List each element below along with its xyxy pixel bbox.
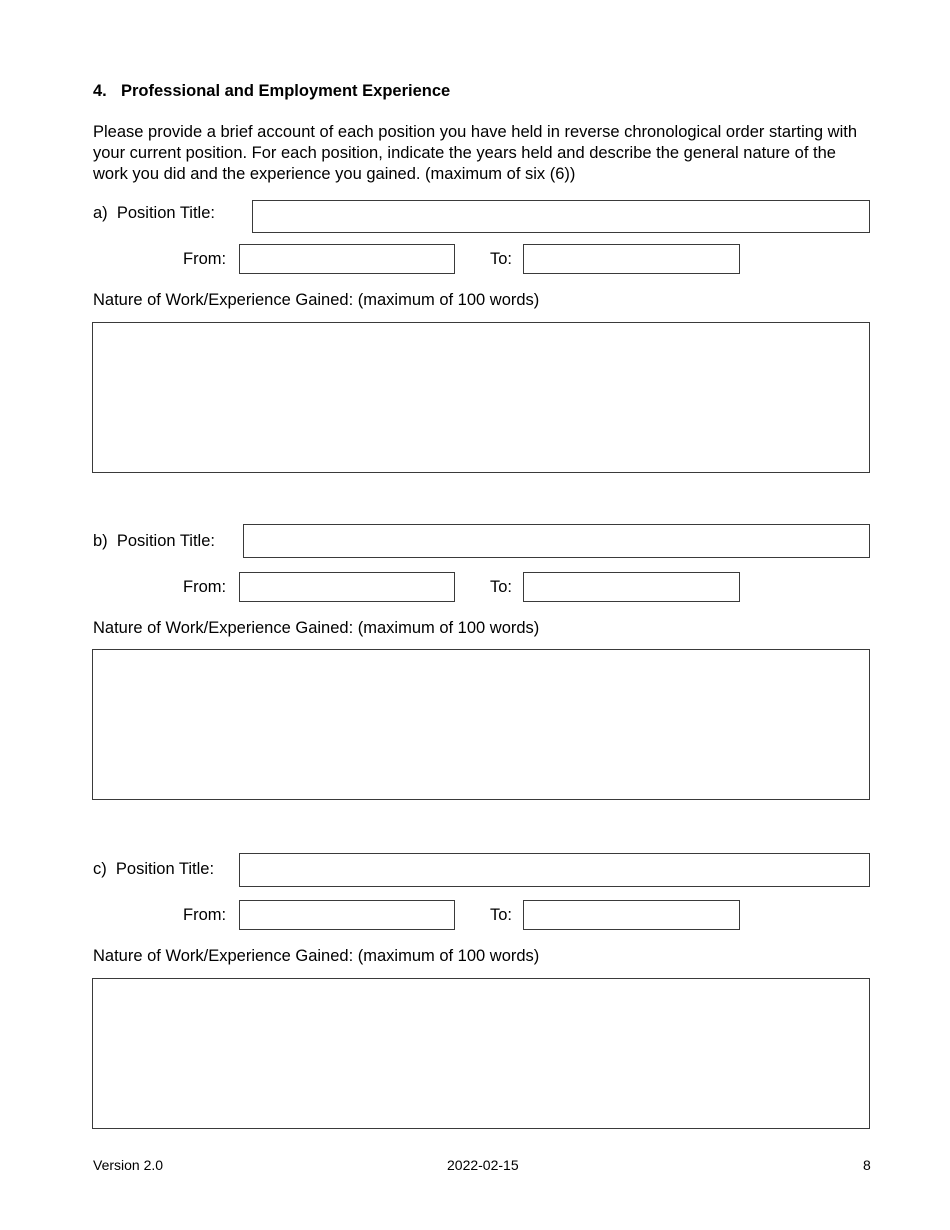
position-a-nature-label: Nature of Work/Experience Gained: (maximum of 100 words) [93, 291, 540, 309]
position-b-title-label [93, 531, 215, 551]
position-a-from-label: From: [183, 250, 227, 268]
position-b-nature-label: Nature of Work/Experience Gained: (maximum of 100 words) [93, 619, 540, 637]
position-title-label: Position Title: [116, 204, 215, 222]
footer-page-number: 8 [863, 1157, 871, 1173]
position-b-letter: b) [93, 532, 108, 550]
position-b-from-input[interactable] [239, 572, 455, 602]
position-b-to-input[interactable] [523, 572, 740, 602]
section-number: 4. [93, 82, 107, 100]
position-c-title-input[interactable] [239, 853, 870, 887]
position-c-letter: c) [93, 860, 107, 878]
position-title-label: Position Title: [115, 860, 215, 878]
position-title-label: Position Title: [116, 532, 215, 550]
position-b-from-label: From: [183, 578, 227, 596]
position-c-title-label [93, 859, 214, 879]
section-heading [93, 82, 450, 101]
position-a-nature-textarea[interactable] [92, 322, 870, 473]
position-b-nature-textarea[interactable] [92, 649, 870, 800]
position-c-from-label: From: [183, 906, 227, 924]
position-a-from-input[interactable] [239, 244, 455, 274]
position-c-to-label: To: [490, 906, 513, 924]
position-b-to-label: To: [490, 578, 513, 596]
position-c-from-input[interactable] [239, 900, 455, 930]
position-c-to-input[interactable] [523, 900, 740, 930]
section-title: Professional and Employment Experience [121, 82, 451, 100]
position-a-title-input[interactable] [252, 200, 870, 233]
position-b-title-input[interactable] [243, 524, 870, 558]
position-a-letter: a) [93, 204, 108, 222]
footer-date: 2022-02-15 [447, 1157, 519, 1173]
position-c-nature-textarea[interactable] [92, 978, 870, 1129]
position-a-title-label [93, 203, 215, 223]
footer-version: Version 2.0 [93, 1157, 164, 1173]
position-a-to-input[interactable] [523, 244, 740, 274]
position-a-to-label: To: [490, 250, 513, 268]
section-instructions: Please provide a brief account of each position you have held in reverse chronological order starting with your current position. For each position, indicate the years held and describe the general nature of the work you did and the experience you gained. (maximum of six (6)) [93, 123, 858, 183]
position-c-nature-label: Nature of Work/Experience Gained: (maximum of 100 words) [93, 947, 540, 965]
